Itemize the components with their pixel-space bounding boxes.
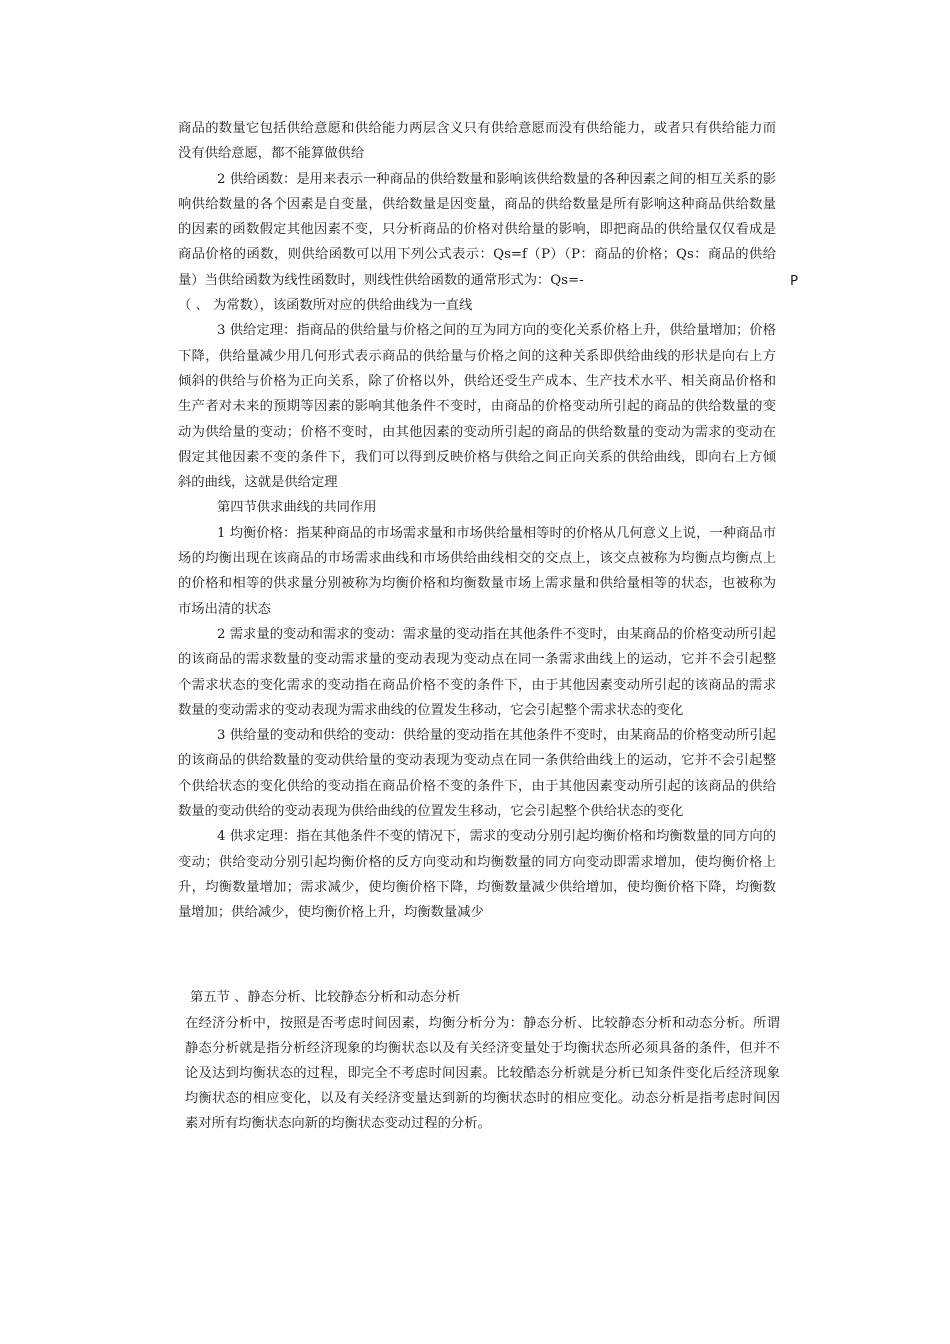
supply-function-tail: （ 、 为常数），该函数所对应的供给曲线为一直线 — [178, 298, 473, 314]
supply-law-paragraph: 3 供给定理：指商品的供给量与价格之间的互为同方向的变化关系价格上升，供给量增加；价格下降，供给量减少用几何形式表示商品的供给量与价格之间的这种关系即供给曲线的形状是向右上方倾斜的供给与价格为正向关系，除了价格以外，供给还受生产成本、生产技术水平、相关商品价格和生产者对未来的预期等因素的影响其他条件不变时，由商品的价格变动所引起的商品的供给数量的变动为供给量的变动；价格不变时，由其他因素的变动所引起的商品的供给数量的变动为需求的变动在假定其他因素不变的条件下，我们可以得到反映价格与供给之间正向关系的供给曲线，即向右上方倾斜的曲线，这就是供给定理 — [178, 323, 776, 491]
section-5-title: 第五节 、静态分析、比较静态分析和动态分析 — [190, 990, 461, 1005]
intro-paragraph: 商品的数量它包括供给意愿和供给能力两层含义只有供给意愿而没有供给能力，或者只有供给能力而没有供给意愿，都不能算做供给 — [178, 121, 776, 162]
equilibrium-price-paragraph: 1 均衡价格：指某种商品的市场需求量和市场供给量相等时的价格从几何意义上说，一种商品市场的均衡出现在该商品的市场需求曲线和市场供给曲线相交的交点上，该交点被称为均衡点均衡点上的价格和相等的供求量分别被称为均衡价格和均衡数量市场上需求量和供给量相等的状态，也被称为市场出清的状态 — [178, 525, 776, 617]
section-4-title: 第四节供求曲线的共同作用 — [217, 500, 377, 516]
supply-change-paragraph: 3 供给量的变动和供给的变动：供给量的变动指在其他条件不变时，由某商品的价格变动所引起的该商品的供给数量的变动供给量的变动表现为变动点在同一条供给曲线上的运动，它并不会引起整个供给状态的变化供给的变动指在商品价格不变的条件下，由于其他因素变动所引起的该商品的供给数量的变动供给的变动表现为供给曲线的位置发生移动，它会引起整个供给状态的变化 — [178, 728, 776, 820]
formula-p-symbol: P — [790, 274, 799, 289]
demand-change-paragraph: 2 需求量的变动和需求的变动：需求量的变动指在其他条件不变时，由某商品的价格变动所引起的该商品的需求数量的变动需求量的变动表现为变动点在同一条需求曲线上的运动，它并不会引起整个需求状态的变化需求的变动指在商品价格不变的条件下，由于其他因素变动所引起的该商品的需求数量的变动需求的变动表现为需求曲线的位置发生移动，它会引起整个需求状态的变化 — [178, 626, 776, 718]
main-text-block — [178, 116, 776, 926]
supply-demand-law-paragraph: 4 供求定理：指在其他条件不变的情况下，需求的变动分别引起均衡价格和均衡数量的同方向的变动；供给变动分别引起均衡价格的反方向变动和均衡数量的同方向变动即需求增加，使均衡价格上升，均衡数量增加；需求减少，使均衡价格下降，均衡数量减少供给增加，使均衡价格下降，均衡数量增加；供给减少，使均衡价格上升，均衡数量减少 — [178, 829, 776, 921]
section-5-paragraph: 在经济分析中，按照是否考虑时间因素，均衡分析分为：静态分析、比较静态分析和动态分析。所谓静态分析就是指分析经济现象的均衡状态以及有关经济变量处于均衡状态所必须具备的条件，但并不论及达到均衡状态的过程，即完全不考虑时间因素。比较酷态分析就是分析已知条件变化后经济现象均衡状态的相应变化，以及有关经济变量达到新的均衡状态时的相应变化。动态分析是指考虑时间因素对所有均衡状态向新的均衡状态变动过程的分析。 — [185, 1016, 780, 1131]
supply-function-paragraph: 2 供给函数：是用来表示一种商品的供给数量和影响该供给数量的各种因素之间的相互关系的影响供给数量的各个因素是自变量，供给数量是因变量，商品的供给数量是所有影响这种商品供给数量的因素的函数假定其他因素不变，只分析商品的价格对供给量的影响，即把商品的供给量仅仅看成是商品价格的函数，则供给函数可以用下列公式表示：Qs=f（P）（P：商品的价格；Qs：商品的供给量）当供给函数为线性函数时，则线性供给函数的通常形式为：Qs=- — [178, 171, 776, 288]
